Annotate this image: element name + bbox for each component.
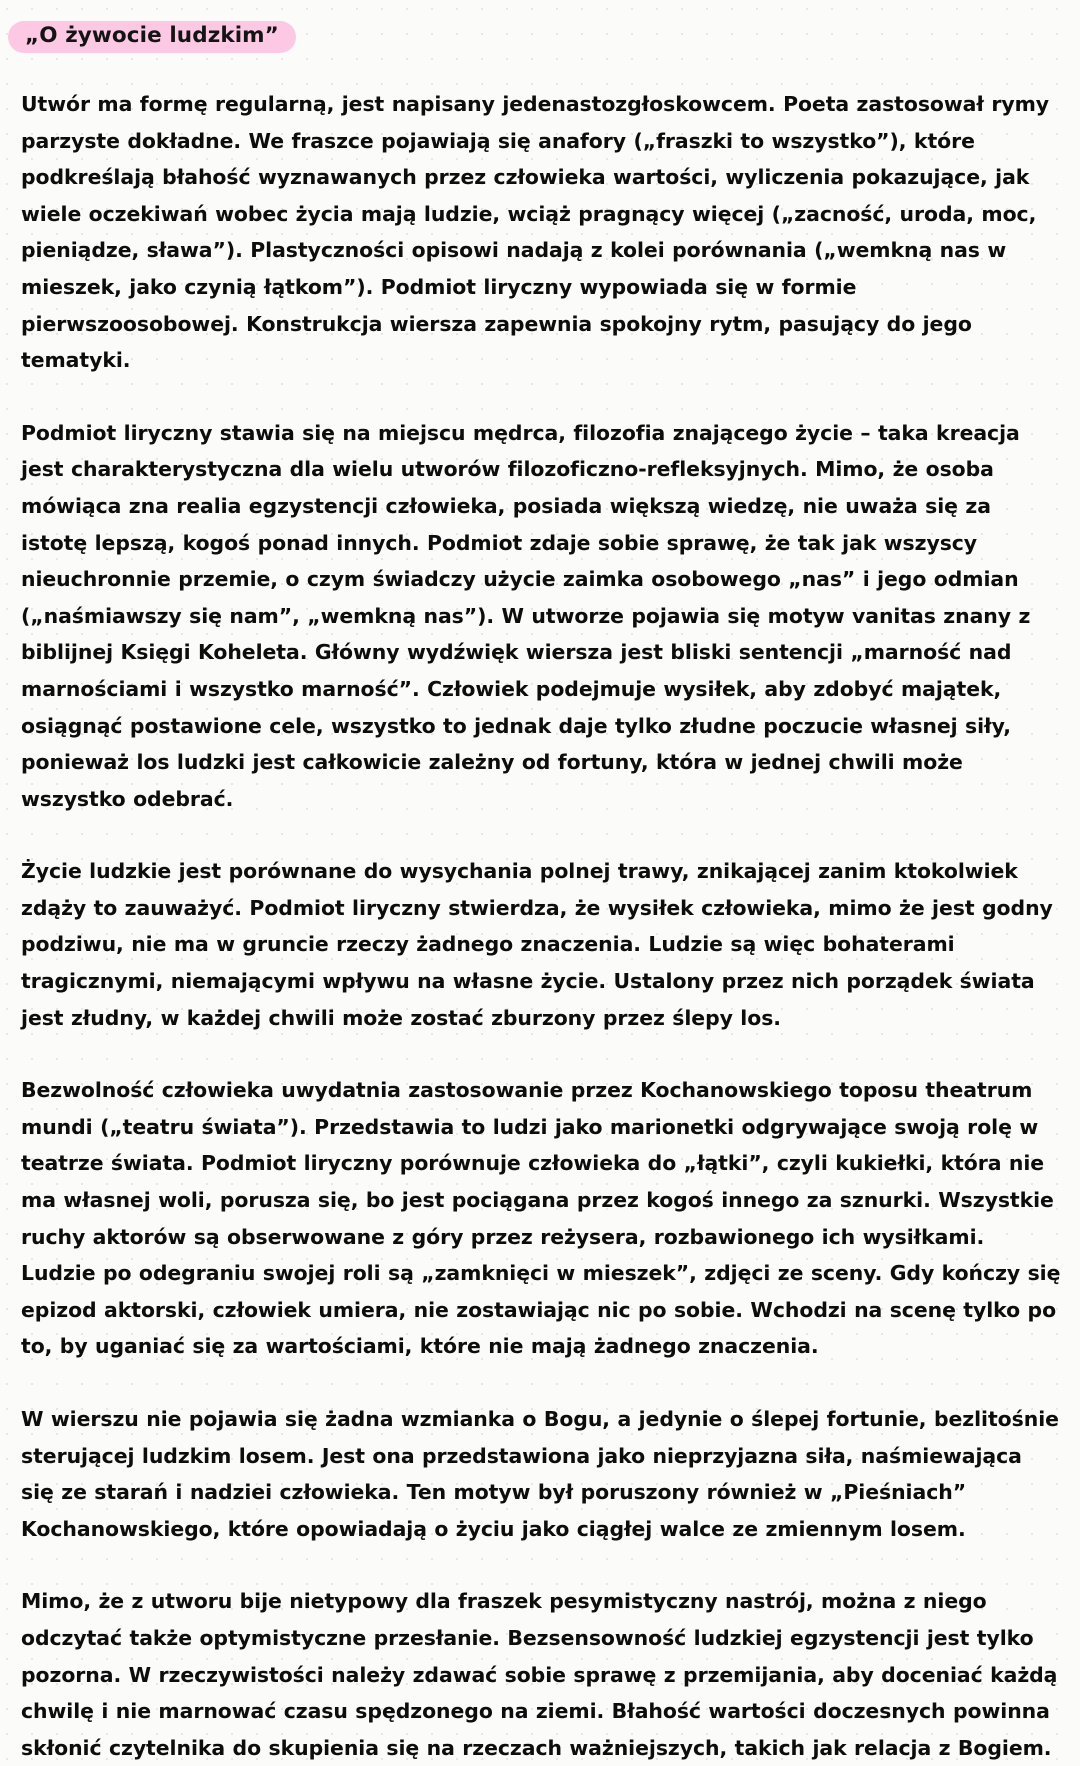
paragraph-blind-fortune: W wierszu nie pojawia się żadna wzmianka o Bogu, a jedynie o ślepej fortunie, bezlitośnie sterującej ludzkim losem. Jest ona przedstawiona jako nieprzyjazna siła, naśmiewająca się ze starań i nadziei człowieka. Ten motyw był poruszony również w „Pieśniach” Kochanowskiego, które opowiadają o życiu jako ciągłej walce ze zmiennym losem. (21, 1407, 1059, 1541)
document-body (21, 86, 1061, 1766)
paragraph-lyrical-subject: Podmiot liryczny stawia się na miejscu mędrca, filozofia znającego życie – taka kreacja jest charakterystyczna dla wielu utworów filozoficzno-refleksyjnych. Mimo, że osoba mówiąca zna realia egzystencji człowieka, posiada większą wiedzę, nie uważa się za istotę lepszą, kogoś ponad innych. Podmiot zdaje sobie sprawę, że tak jak wszyscy nieuchronnie przemie, o czym świadczy użycie zaimka osobowego „nas” i jego odmian („naśmiawszy się nam”, „wemkną nas”). W utworze pojawia się motyw vanitas znany z biblijnej Księgi Koheleta. Główny wydźwięk wiersza jest bliski sentencji „marność nad marnościami i wszystko marność”. Człowiek podejmuje wysiłek, aby zdobyć majątek, osiągnąć postawione cele, wszystko to jednak daje tylko złudne poczucie własnej siły, ponieważ los ludzki jest całkowicie zależny od fortuny, która w jednej chwili może wszystko odebrać. (21, 420, 1031, 811)
paragraph-optimistic-message: Mimo, że z utworu bije nietypowy dla fraszek pesymistyczny nastrój, można z niego odczytać także optymistyczne przesłanie. Bezsensowność ludzkiej egzystencji jest tylko pozorna. W rzeczywistości należy zdawać sobie sprawę z przemijania, aby doceniać każdą chwilę i nie marnować czasu spędzonego na ziemi. Błahość wartości doczesnych powinna skłonić czytelnika do skupienia się na rzeczach ważniejszych, takich jak relacja z Bogiem. (21, 1589, 1058, 1760)
page-title (8, 21, 296, 53)
paragraph-form-analysis: Utwór ma formę regularną, jest napisany jedenastozgłoskowcem. Poeta zastosował rymy parzyste dokładne. We fraszce pojawiają się anafory („fraszki to wszystko”), które podkreślają błahość wyznawanych przez człowieka wartości, wyliczenia pokazujące, jak wiele oczekiwań wobec życia mają ludzie, wciąż pragnący więcej („zacność, uroda, moc, pieniądze, sława”). Plastyczności opisowi nadają z kolei porównania („wemkną nas w mieszek, jako czynią łątkom”). Podmiot liryczny wypowiada się w formie pierwszoosobowej. Konstrukcja wiersza zapewnia spokojny rytm, pasujący do jego tematyki. (21, 92, 1050, 373)
title-highlight-pill: „O żywocie ludzkim” (8, 21, 296, 53)
paragraph-human-life-grass: Życie ludzkie jest porównane do wysychania polnej trawy, znikającej zanim ktokolwiek zdąży to zauważyć. Podmiot liryczny stwierdza, że wysiłek człowieka, mimo że jest godny podziwu, nie ma w gruncie rzeczy żadnego znaczenia. Ludzie są więc bohaterami tragicznymi, niemającymi wpływu na własne życie. Ustalony przez nich porządek świata jest złudny, w każdej chwili może zostać zburzony przez ślepy los. (21, 859, 1053, 1030)
paragraph-theatrum-mundi: Bezwolność człowieka uwydatnia zastosowanie przez Kochanowskiego toposu theatrum mundi („teatru świata”). Przedstawia to ludzi jako marionetki odgrywające swoją rolę w teatrze świata. Podmiot liryczny porównuje człowieka do „łątki”, czyli kukiełki, która nie ma własnej woli, porusza się, bo jest pociągana przez kogoś innego za sznurki. Wszystkie ruchy aktorów są obserwowane z góry przez reżysera, rozbawionego ich wysiłkami. Ludzie po odegraniu swojej roli są „zamknięci w mieszek”, zdjęci ze sceny. Gdy kończy się epizod aktorski, człowiek umiera, nie zostawiając nic po sobie. Wchodzi na scenę tylko po to, by uganiać się za wartościami, które nie mają żadnego znaczenia. (21, 1078, 1061, 1359)
